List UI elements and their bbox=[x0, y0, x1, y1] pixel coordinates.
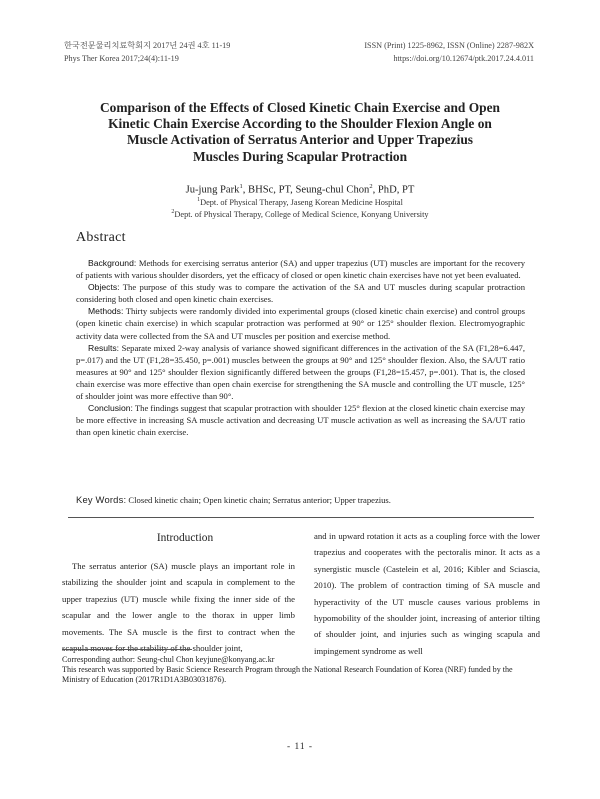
header-issn-line: ISSN (Print) 1225-8962, ISSN (Online) 2287-982X bbox=[364, 41, 534, 50]
introduction-right-column: and in upward rotation it acts as a coupling force with the lower trapezius and cooperates with the pectoralis minor. It acts as a synergistic muscle (Castelein et al, 2016; Kibler and Sciascia, 2010). The problem of contraction timing of SA muscle and hyperactivity of the UT muscle causes various problems in hypomobility of the shoulder joint, increasing of anterior tilting of shoulder joint, and injuries such as winging scapula and impingement syndrome as well bbox=[314, 531, 540, 656]
section-text: Separate mixed 2-way analysis of variance showed significant differences in the activation of the SA (F1,28=6.447, p=.017) and the UT (F1,28=35.450, p=.001) muscles between the groups at 90° and 125° shoulder flexion. Also, the SA/UT ratio measures at 90° and 125° shoulder flexion significantly differed between the groups (F1,28=15.457, p=.001). That is, the closed chain exercise was more effective than open chain exercise for strengthening the SA muscle and controlling the UT muscle, 125° of shoulder joint was more effective than 90°. bbox=[76, 342, 525, 402]
author-name: Seung-chul Chon bbox=[295, 184, 370, 196]
header-korean-line: 한국전문물리치료학회지 2017년 24권 4호 11-19 bbox=[64, 41, 231, 50]
abstract-results bbox=[76, 342, 525, 402]
section-text: The findings suggest that scapular protraction with shoulder 125° flexion at the closed kinetic chain exercise may be more effective in increasing SA muscle activation and decreasing UT muscle activation as well as increasing the SA/UT ratio than open kinetic chain exercise. bbox=[76, 403, 525, 438]
abstract-background bbox=[76, 257, 525, 281]
author-superscript: 1 bbox=[239, 183, 243, 190]
header-citation-line: Phys Ther Korea 2017;24(4):11-19 bbox=[64, 53, 179, 63]
journal-header-issn bbox=[364, 40, 534, 65]
journal-header-korean bbox=[64, 40, 230, 65]
section-text: Thirty subjects were randomly divided into experimental groups (closed kinetic chain exercise) and control groups (open kinetic chain exercise) in which scapular protraction was performed at 90° or 125° shoulder flexion. Electromyographic activity data were collected from the SA and UT muscles per position and exercise method. bbox=[76, 306, 525, 341]
abstract-heading: Abstract bbox=[76, 230, 126, 245]
section-divider bbox=[68, 517, 534, 518]
keywords-label: Key Words: bbox=[76, 494, 127, 505]
author-degree: , PhD, PT bbox=[372, 184, 415, 196]
abstract-body bbox=[76, 257, 525, 438]
footnote bbox=[62, 655, 540, 686]
section-label: Background: bbox=[88, 258, 137, 268]
affiliation-text: Dept. of Physical Therapy, Jaseng Korean Medicine Hospital bbox=[200, 197, 403, 207]
abstract-conclusion bbox=[76, 402, 525, 438]
section-label: Methods: bbox=[88, 306, 124, 317]
section-text: The purpose of this study was to compare the activation of the SA and UT muscles during scapular protraction considering both closed and open kinetic chain exercises. bbox=[76, 282, 525, 305]
author-degree: , BHSc, PT, bbox=[242, 184, 296, 196]
abstract-methods bbox=[76, 305, 525, 341]
introduction-heading: Introduction bbox=[156, 532, 214, 544]
author-superscript: 2 bbox=[369, 183, 373, 190]
affiliation-1 bbox=[60, 195, 540, 208]
title-line: Comparison of the Effects of Closed Kinetic Chain Exercise and Open bbox=[100, 100, 500, 115]
abstract-objects bbox=[76, 281, 525, 305]
title-line: Kinetic Chain Exercise According to the Shoulder Flexion Angle on bbox=[108, 116, 492, 132]
affiliation-2 bbox=[60, 207, 540, 220]
affiliation-superscript: 1 bbox=[197, 197, 201, 203]
introduction-left-column: The serratus anterior (SA) muscle plays an important role in stabilizing the shoulder joint and scapula in complement to the upper trapezius (UT) muscle while fixing the inner side of the scapular and the lower angle to the thorax in upper limb movements. The SA muscle is the first to contract when the scapula moves for the stability of the shoulder joint, bbox=[62, 561, 295, 654]
author-name: Ju-jung Park bbox=[185, 184, 240, 196]
section-text: Methods for exercising serratus anterior (SA) and upper trapezius (UT) muscles are important for the recovery of patients with various shoulder disorders, yet the efficacy of closed or open kinetic chain exercises have not yet been evaluated. bbox=[76, 258, 525, 281]
header-doi-link[interactable]: https://doi.org/10.12674/ptk.2017.24.4.011 bbox=[393, 53, 534, 63]
section-label: Objects: bbox=[88, 282, 120, 293]
page-number: - 11 - bbox=[287, 742, 313, 752]
affiliation-superscript: 2 bbox=[171, 209, 175, 215]
title-line: Muscle Activation of Serratus Anterior and Upper Trapezius bbox=[126, 132, 474, 148]
footnote-divider bbox=[62, 649, 192, 650]
section-label: Conclusion: bbox=[88, 403, 133, 414]
affiliation-text: Dept. of Physical Therapy, College of Medical Science, Konyang University bbox=[174, 209, 429, 219]
keywords bbox=[76, 494, 536, 506]
funding-note: This research was supported by Basic Science Research Program through the National Research Foundation of Korea (NRF) funded by the Ministry of Education (2017R1D1A3B03031876). bbox=[62, 665, 513, 685]
paper-title bbox=[60, 100, 540, 165]
section-label: Results: bbox=[88, 342, 120, 353]
corresponding-author: Corresponding author: Seung-chul Chon keyjune@konyang.ac.kr bbox=[62, 655, 275, 664]
keywords-text: Closed kinetic chain; Open kinetic chain; Serratus anterior; Upper trapezius. bbox=[126, 495, 391, 505]
title-line: Muscles During Scapular Protraction bbox=[192, 148, 408, 164]
